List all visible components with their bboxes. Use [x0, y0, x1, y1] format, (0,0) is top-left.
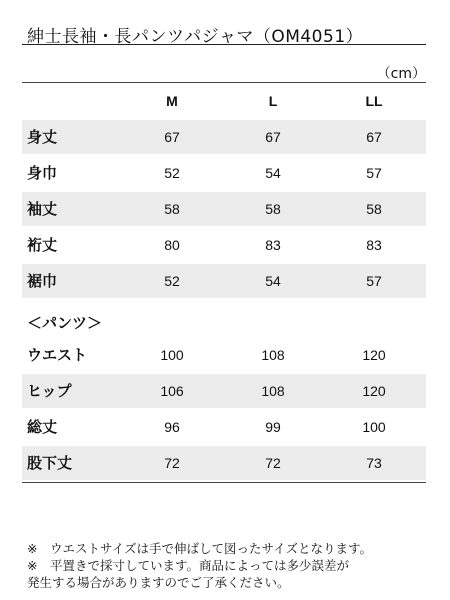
cell-ll: 120 — [362, 383, 386, 399]
table-top-rule — [22, 82, 426, 83]
cell-ll: 83 — [366, 237, 382, 253]
table-row — [22, 192, 426, 226]
row-label: 裾巾 — [27, 272, 58, 290]
cell-ll: 100 — [362, 419, 386, 435]
table-bottom-rule — [22, 482, 426, 483]
column-header-m: M — [166, 93, 178, 109]
table-row — [22, 156, 426, 190]
pants-section-label: ＜パンツ＞ — [27, 314, 103, 332]
column-header-l: L — [268, 93, 278, 109]
cell-m: 67 — [164, 129, 180, 145]
unit-label: （cm） — [376, 66, 426, 82]
row-label: 身巾 — [27, 164, 58, 182]
row-label: ヒップ — [27, 382, 72, 400]
cell-m: 106 — [160, 383, 184, 399]
row-label: 裄丈 — [27, 236, 58, 254]
column-header-ll: LL — [365, 93, 383, 109]
row-label: 袖丈 — [27, 200, 58, 218]
cell-ll: 73 — [366, 455, 382, 471]
table-row — [22, 338, 426, 372]
cell-m: 72 — [164, 455, 180, 471]
cell-m: 58 — [164, 201, 180, 217]
table-row — [22, 446, 426, 480]
table-row — [22, 374, 426, 408]
size-header-row — [22, 84, 426, 118]
cell-l: 58 — [265, 201, 281, 217]
cell-l: 108 — [261, 347, 285, 363]
row-label: 身丈 — [27, 128, 58, 146]
note-line: 発生する場合がありますのでご了承ください。 — [27, 575, 290, 590]
cell-l: 83 — [265, 237, 281, 253]
page-title: 紳士長袖・長パンツパジャマ（OM4051） — [27, 27, 364, 47]
cell-l: 72 — [265, 455, 281, 471]
cell-l: 108 — [261, 383, 285, 399]
cell-l: 54 — [265, 273, 281, 289]
row-label: ウエスト — [27, 346, 88, 364]
title-underline — [22, 44, 426, 45]
table-row — [22, 264, 426, 298]
note-line: ※ ウエストサイズは手で伸ばして図ったサイズとなります。 — [27, 541, 372, 556]
table-row — [22, 120, 426, 154]
cell-ll: 120 — [362, 347, 386, 363]
cell-ll: 67 — [366, 129, 382, 145]
cell-l: 67 — [265, 129, 281, 145]
note-line: ※ 平置きで採寸しています。商品によっては多少誤差が — [27, 558, 349, 573]
row-label: 股下丈 — [27, 454, 73, 472]
cell-m: 100 — [160, 347, 184, 363]
cell-m: 80 — [164, 237, 180, 253]
table-row — [22, 410, 426, 444]
row-label: 総丈 — [27, 418, 58, 436]
cell-l: 54 — [265, 165, 281, 181]
cell-ll: 57 — [366, 273, 382, 289]
cell-m: 52 — [164, 165, 180, 181]
cell-m: 96 — [164, 419, 180, 435]
table-row — [22, 228, 426, 262]
cell-m: 52 — [164, 273, 180, 289]
cell-ll: 58 — [366, 201, 382, 217]
cell-ll: 57 — [366, 165, 382, 181]
cell-l: 99 — [265, 419, 281, 435]
